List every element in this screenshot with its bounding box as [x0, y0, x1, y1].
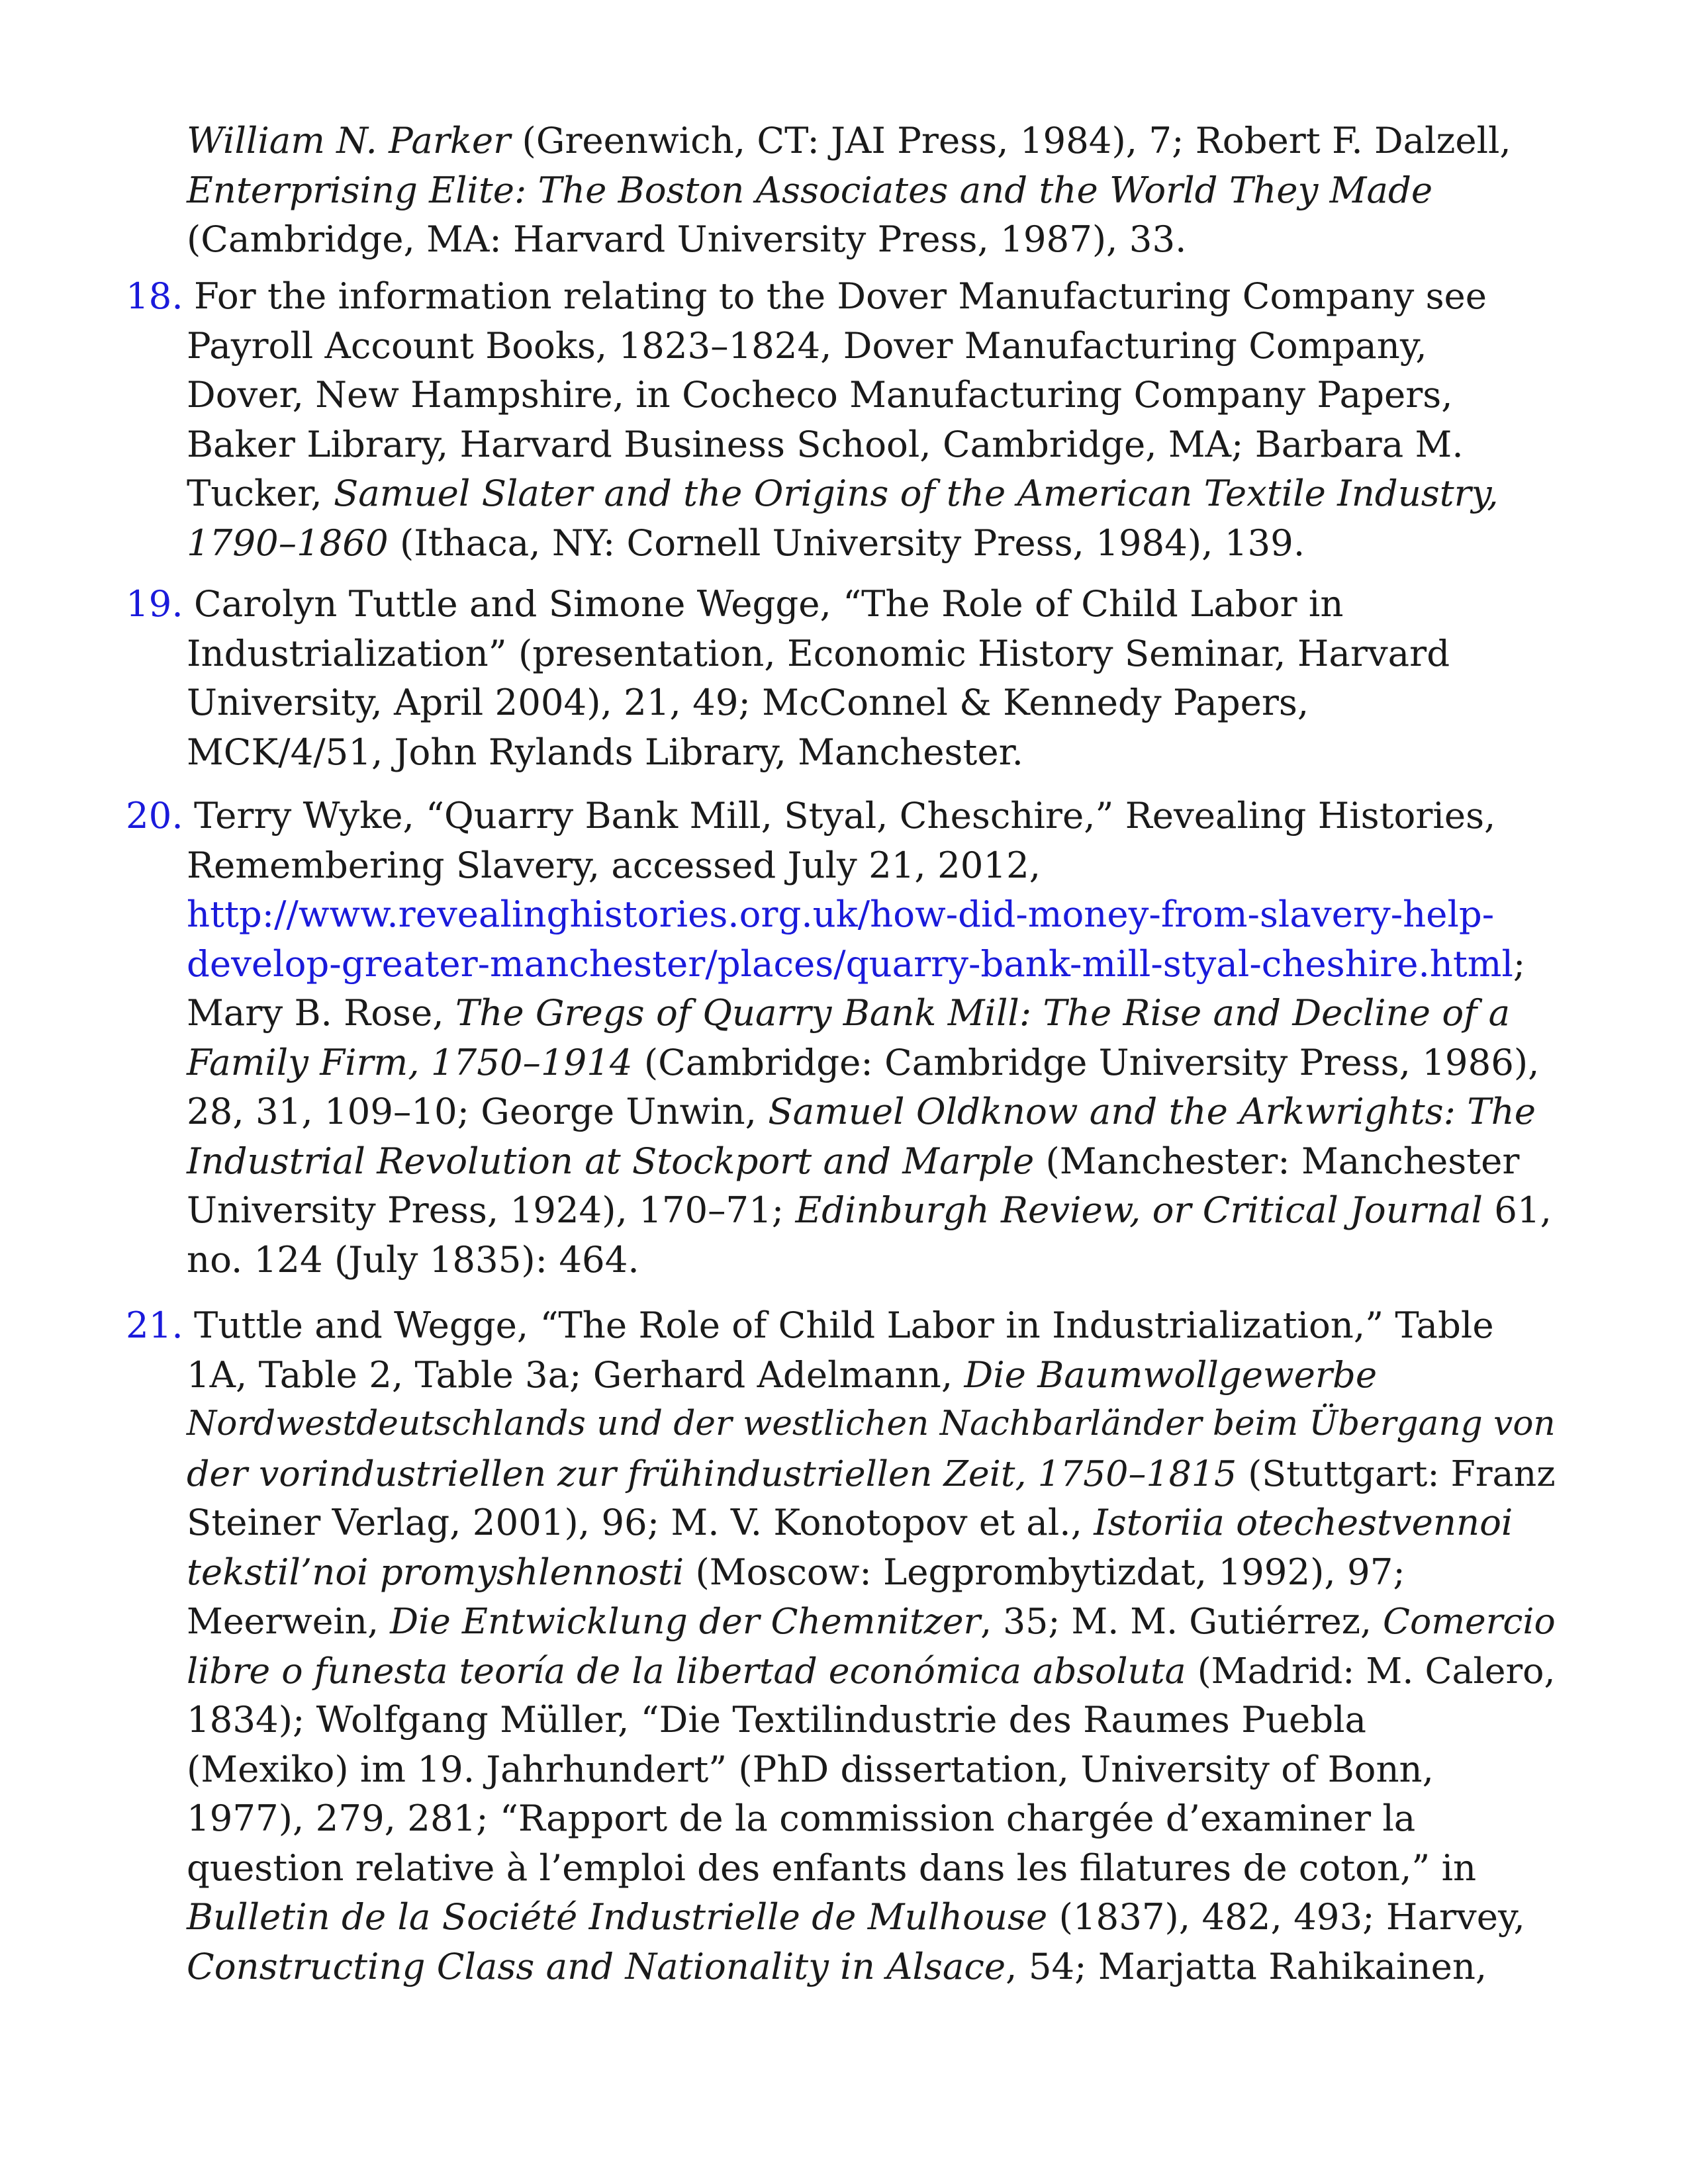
italic-title-text: der vorindustriellen zur frühindustriellen Zeit, 1750–1815: [187, 1452, 1237, 1494]
footnote-line: [187, 1892, 1525, 1942]
citation-text: 61,: [1482, 1189, 1552, 1231]
footnote-line: [187, 165, 1432, 215]
italic-title-text: William N. Parker: [187, 119, 511, 161]
italic-title-text: Die Baumwollgewerbe: [964, 1353, 1378, 1396]
italic-title-text: Comercio: [1383, 1600, 1556, 1642]
footnote-line: [187, 988, 1510, 1038]
footnote-line: [187, 1646, 1556, 1696]
url-link[interactable]: develop-greater-manchester/places/quarry-bank-mill-styal-cheshire.html: [187, 942, 1513, 985]
citation-text: Industrialization” (presentation, Economic History Seminar, Harvard: [187, 631, 1450, 674]
footnote-line: [194, 579, 1343, 629]
citation-text: 1834); Wolfgang Müller, “Die Textilindustrie des Raumes Puebla: [187, 1698, 1367, 1741]
citation-text: , 35; M. M. Gutiérrez,: [980, 1600, 1383, 1642]
citation-text: Steiner Verlag, 2001), 96; M. V. Konotopov et al.,: [187, 1501, 1094, 1543]
citation-text: Remembering Slavery, accessed July 21, 2012,: [187, 843, 1041, 886]
footnote-line: [187, 1399, 1556, 1449]
footnote-number-link[interactable]: 20.: [126, 794, 183, 837]
citation-text: (1837), 482, 493; Harvey,: [1047, 1895, 1525, 1938]
citation-text: question relative à l’emploi des enfants dans les filatures de coton,” in: [187, 1846, 1477, 1889]
footnote-line: [187, 370, 1453, 420]
italic-title-text: libre o funesta teoría de la libertad económica absoluta: [187, 1649, 1186, 1692]
footnote-line: [187, 116, 1511, 165]
italic-title-text: Die Entwicklung der Chemnitzer: [390, 1600, 981, 1642]
footnote-line: [187, 629, 1450, 678]
citation-text: (Greenwich, CT: JAI Press, 1984), 7; Robert F. Dalzell,: [510, 119, 1511, 161]
citation-text: Meerwein,: [187, 1600, 391, 1642]
footnote-line: [187, 1695, 1366, 1745]
citation-text: 28, 31, 109–10; George Unwin,: [187, 1090, 769, 1132]
footnote-line: [187, 1794, 1415, 1843]
citation-text: (Manchester: Manchester: [1034, 1139, 1520, 1182]
citation-text: (Mexiko) im 19. Jahrhundert” (PhD dissertation, University of Bonn,: [187, 1747, 1434, 1790]
footnote-line: [187, 1449, 1556, 1498]
citation-text: MCK/4/51, John Rylands Library, Manchester.: [187, 730, 1023, 773]
footnote-line: [187, 1235, 639, 1285]
citation-text: (Ithaca, NY: Cornell University Press, 1984), 139.: [388, 521, 1305, 564]
footnote-number-link[interactable]: 19.: [126, 582, 183, 625]
footnote-line: [187, 321, 1427, 371]
italic-title-text: Nordwestdeutschlands und der westlichen Nachbarländer beim Übergang von: [187, 1404, 1556, 1443]
italic-title-text: Edinburgh Review, or Critical Journal: [795, 1189, 1483, 1231]
italic-title-text: Samuel Oldknow and the Arkwrights: The: [768, 1090, 1536, 1132]
citation-text: 1A, Table 2, Table 3a; Gerhard Adelmann,: [187, 1353, 964, 1396]
footnote-line: [187, 727, 1023, 777]
italic-title-text: 1790–1860: [187, 521, 389, 564]
footnote-line: [187, 420, 1464, 469]
citation-text: Mary B. Rose,: [187, 991, 455, 1034]
citation-text: (Cambridge: Cambridge University Press, 1986),: [632, 1040, 1540, 1083]
footnote-line: [187, 1087, 1536, 1136]
footnote-line: [187, 1596, 1556, 1646]
footnote-line: [187, 1350, 1377, 1400]
footnote-line: [194, 1300, 1494, 1350]
citation-text: ;: [1513, 942, 1526, 985]
footnote-line: [187, 678, 1309, 727]
footnote-line: [187, 1843, 1476, 1893]
footnote-line: [187, 518, 1305, 568]
citation-text: 1977), 279, 281; “Rapport de la commission chargée d’examiner la: [187, 1797, 1416, 1839]
footnote-line: [187, 469, 1499, 518]
citation-text: Terry Wyke, “Quarry Bank Mill, Styal, Cheschire,” Revealing Histories,: [194, 794, 1496, 837]
footnote-line: [187, 1136, 1519, 1186]
citation-text: University Press, 1924), 170–71;: [187, 1189, 796, 1231]
citation-text: For the information relating to the Dover Manufacturing Company see: [194, 275, 1487, 317]
citation-text: (Moscow: Legprombytizdat, 1992), 97;: [684, 1550, 1405, 1593]
footnote-line: [187, 939, 1525, 989]
footnote-number-link[interactable]: 21.: [126, 1304, 183, 1346]
footnote-line: [187, 1038, 1540, 1087]
footnote-line: [187, 1942, 1487, 1991]
italic-title-text: The Gregs of Quarry Bank Mill: The Rise and Decline of a: [455, 991, 1511, 1034]
footnote-number-link[interactable]: 18.: [126, 275, 183, 317]
italic-title-text: Bulletin de la Société Industrielle de Mulhouse: [187, 1895, 1048, 1938]
citation-text: Baker Library, Harvard Business School, Cambridge, MA; Barbara M.: [187, 422, 1464, 465]
citation-text: Payroll Account Books, 1823–1824, Dover Manufacturing Company,: [187, 324, 1427, 367]
italic-title-text: Samuel Slater and the Origins of the American Textile Industry,: [333, 472, 1499, 514]
url-link[interactable]: http://www.revealinghistories.org.uk/how-did-money-from-slavery-help-: [187, 893, 1495, 935]
citation-text: (Madrid: M. Calero,: [1186, 1649, 1556, 1692]
footnote-line: [187, 1547, 1405, 1597]
citation-text: Dover, New Hampshire, in Cocheco Manufacturing Company Papers,: [187, 373, 1453, 416]
citation-text: Tuttle and Wegge, “The Role of Child Labor in Industrialization,” Table: [194, 1304, 1494, 1346]
citation-text: , 54; Marjatta Rahikainen,: [1006, 1944, 1487, 1987]
citation-text: (Cambridge, MA: Harvard University Press, 1987), 33.: [187, 218, 1187, 260]
italic-title-text: Enterprising Elite: The Boston Associates and the World They Made: [187, 168, 1433, 211]
citation-text: Carolyn Tuttle and Simone Wegge, “The Role of Child Labor in: [194, 582, 1344, 625]
footnote-line: [194, 791, 1495, 841]
footnote-line: [187, 841, 1041, 890]
footnote-line: [187, 1498, 1513, 1547]
citation-text: no. 124 (July 1835): 464.: [187, 1238, 639, 1281]
footnote-line: [187, 889, 1494, 939]
italic-title-text: Industrial Revolution at Stockport and Marple: [187, 1139, 1035, 1182]
footnote-line: [194, 271, 1487, 321]
citation-text: (Stuttgart: Franz: [1237, 1452, 1556, 1494]
italic-title-text: Istoriia otechestvennoi: [1094, 1501, 1513, 1543]
citation-text: Tucker,: [187, 472, 334, 514]
italic-title-text: Constructing Class and Nationality in Alsace: [187, 1944, 1006, 1987]
footnote-line: [187, 214, 1186, 264]
footnote-line: [187, 1185, 1552, 1235]
italic-title-text: tekstil’noi promyshlennosti: [187, 1550, 684, 1593]
italic-title-text: Family Firm, 1750–1914: [187, 1040, 633, 1083]
footnote-line: [187, 1745, 1434, 1794]
citation-text: University, April 2004), 21, 49; McConnel & Kennedy Papers,: [187, 681, 1309, 723]
